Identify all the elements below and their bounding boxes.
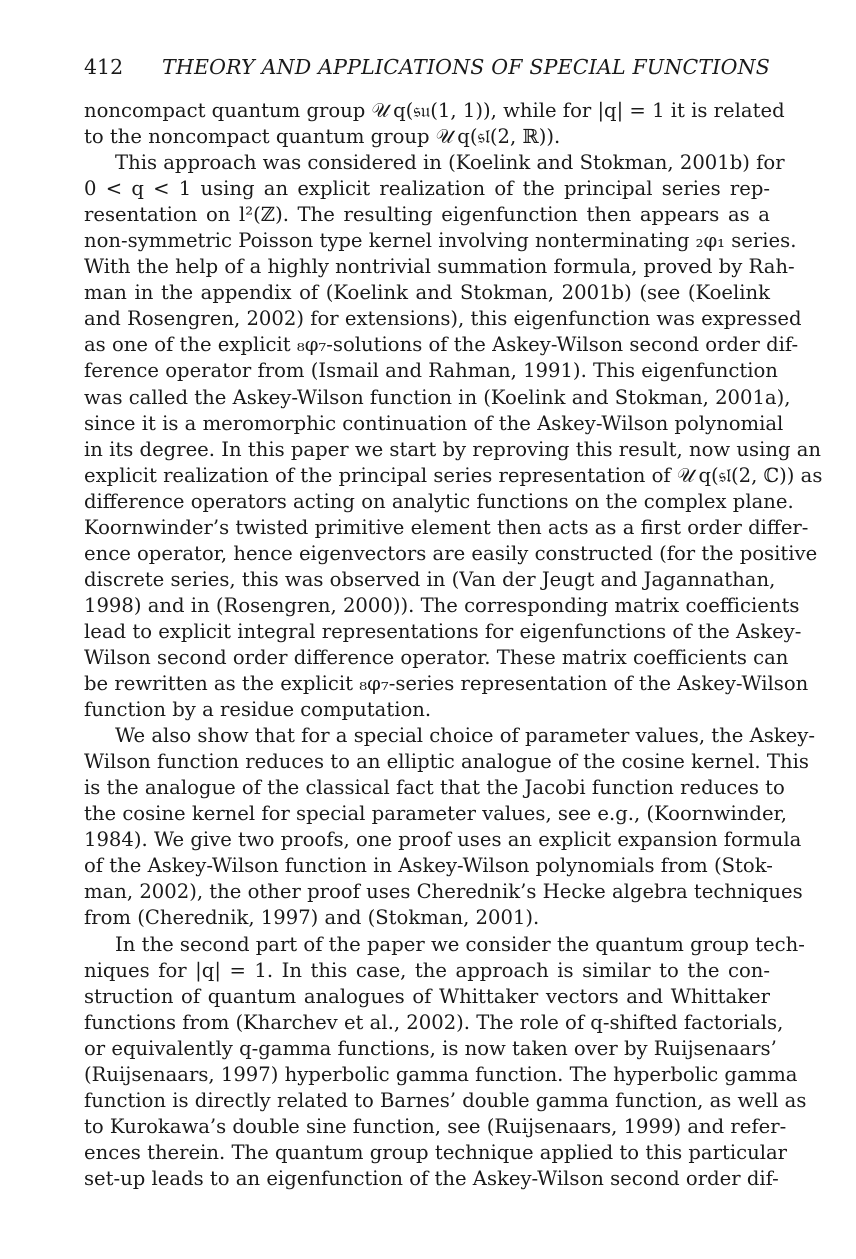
- text-line: difference operators acting on analytic functions on the complex plane.: [84, 489, 794, 513]
- text-line: functions from (Kharchev et al., 2002). The role of q-shifted factorials,: [84, 1010, 784, 1034]
- paragraph: [84, 932, 807, 1192]
- text-line: struction of quantum analogues of Whittaker vectors and Whittaker: [84, 984, 770, 1008]
- text-line: Wilson function reduces to an elliptic analogue of the cosine kernel. This: [84, 750, 809, 774]
- page-header: [84, 52, 770, 82]
- text-line: 0 < q < 1 using an explicit realization of the principal series rep-: [84, 177, 770, 201]
- text-line: lead to explicit integral representations for eigenfunctions of the Askey-: [84, 619, 802, 643]
- text-line: in its degree. In this paper we start by reproving this result, now using an: [84, 437, 822, 461]
- text-line: man, 2002), the other proof uses Cherednik’s Hecke algebra techniques: [84, 880, 803, 904]
- text-line: discrete series, this was observed in (Van der Jeugt and Jagannathan,: [84, 567, 776, 591]
- text-line: We also show that for a special choice of parameter values, the Askey-: [115, 724, 815, 748]
- paragraph: [84, 723, 815, 931]
- paragraph: [84, 98, 785, 150]
- text-line: Wilson second order difference operator. These matrix coefficients can: [84, 645, 789, 669]
- text-line: of the Askey-Wilson function in Askey-Wilson polynomials from (Stok-: [84, 854, 773, 878]
- text-line: ence operator, hence eigenvectors are easily constructed (for the positive: [84, 541, 818, 565]
- text-line: to Kurokawa’s double sine function, see (Ruijsenaars, 1999) and refer-: [84, 1114, 787, 1138]
- text-line: non-symmetric Poisson type kernel involving nonterminating ₂φ₁ series.: [84, 229, 797, 253]
- text-line: as one of the explicit ₈φ₇-solutions of the Askey-Wilson second order dif-: [84, 333, 799, 357]
- text-line: niques for |q| = 1. In this case, the approach is similar to the con-: [84, 958, 770, 982]
- text-line: function by a residue computation.: [84, 698, 432, 722]
- text-line: from (Cherednik, 1997) and (Stokman, 2001).: [84, 906, 540, 930]
- text-line: to the noncompact quantum group 𝒰 q(𝔰𝔩(2, ℝ)).: [84, 125, 561, 149]
- running-title: THEORY AND APPLICATIONS OF SPECIAL FUNCTIONS: [162, 55, 770, 79]
- text-line: resentation on l²(ℤ). The resulting eigenfunction then appears as a: [84, 203, 770, 227]
- text-line: This approach was considered in (Koelink and Stokman, 2001b) for: [115, 151, 785, 175]
- body-text: [84, 98, 823, 1192]
- text-line: ference operator from (Ismail and Rahman, 1991). This eigenfunction: [84, 359, 778, 383]
- text-line: ences therein. The quantum group technique applied to this particular: [84, 1140, 788, 1164]
- text-line: Koornwinder’s twisted primitive element then acts as a first order differ-: [84, 515, 809, 539]
- text-line: is the analogue of the classical fact that the Jacobi function reduces to: [84, 776, 785, 800]
- paragraph: [84, 150, 823, 723]
- text-line: man in the appendix of (Koelink and Stokman, 2001b) (see (Koelink: [84, 281, 770, 305]
- text-line: was called the Askey-Wilson function in (Koelink and Stokman, 2001a),: [84, 385, 791, 409]
- text-line: set-up leads to an eigenfunction of the Askey-Wilson second order dif-: [84, 1166, 779, 1190]
- text-line: the cosine kernel for special parameter values, see e.g., (Koornwinder,: [84, 802, 788, 826]
- text-line: and Rosengren, 2002) for extensions), this eigenfunction was expressed: [84, 307, 802, 331]
- text-line: In the second part of the paper we consider the quantum group tech-: [115, 932, 805, 956]
- text-line: 1984). We give two proofs, one proof uses an explicit expansion formula: [84, 828, 802, 852]
- text-line: since it is a meromorphic continuation of the Askey-Wilson polynomial: [84, 411, 784, 435]
- text-line: be rewritten as the explicit ₈φ₇-series representation of the Askey-Wilson: [84, 672, 809, 696]
- text-line: noncompact quantum group 𝒰 q(𝔰𝔲(1, 1)), while for |q| = 1 it is related: [84, 99, 785, 122]
- page-number: 412: [84, 55, 124, 79]
- text-line: 1998) and in (Rosengren, 2000)). The corresponding matrix coefficients: [84, 593, 800, 617]
- text-line: (Ruijsenaars, 1997) hyperbolic gamma function. The hyperbolic gamma: [84, 1062, 798, 1086]
- text-line: function is directly related to Barnes’ double gamma function, as well as: [84, 1088, 807, 1112]
- text-line: explicit realization of the principal series representation of 𝒰 q(𝔰𝔩(2, ℂ)) as: [84, 463, 823, 487]
- text-line: or equivalently q-gamma functions, is now taken over by Ruijsenaars’: [84, 1036, 777, 1060]
- text-line: With the help of a highly nontrivial summation formula, proved by Rah-: [84, 255, 795, 279]
